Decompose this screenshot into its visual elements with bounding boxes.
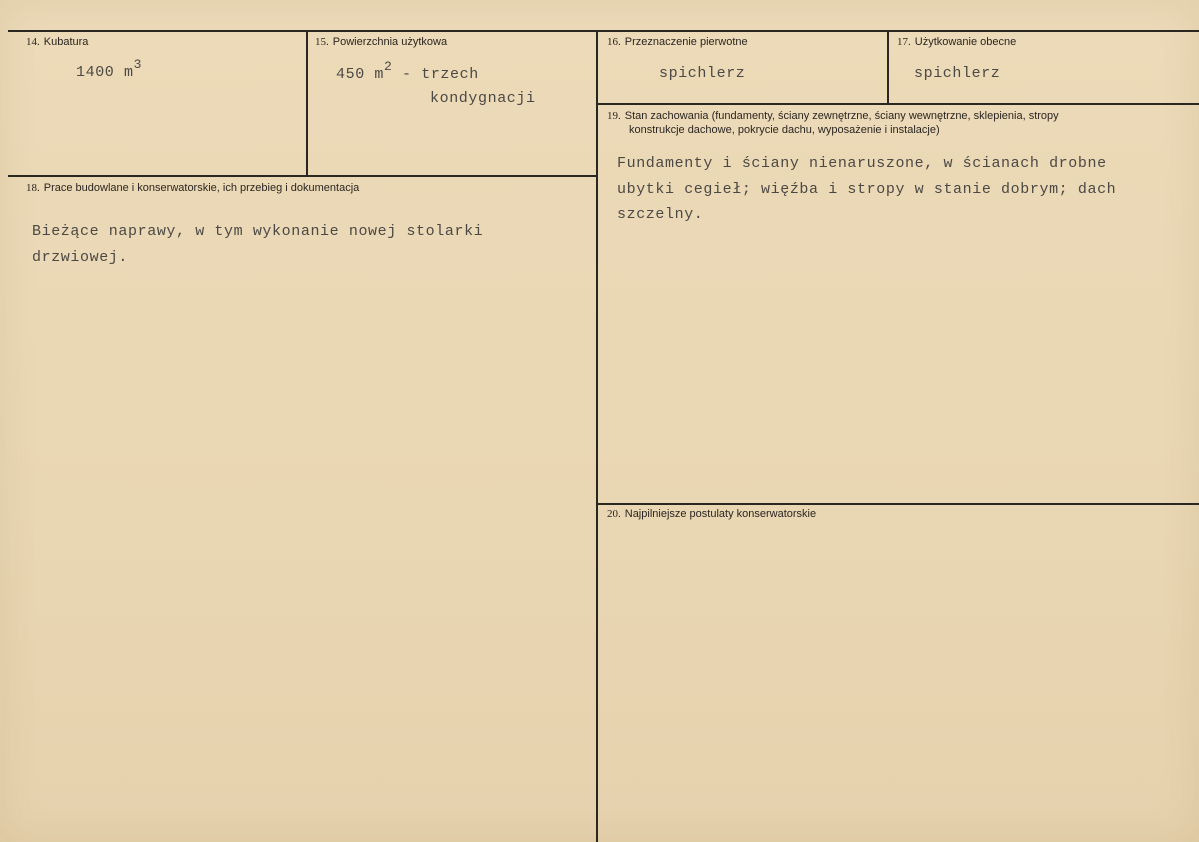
top-rule (8, 30, 1199, 32)
field-18-text-line-1: Bieżące naprawy, w tym wykonanie nowej stolarki (32, 223, 484, 240)
field-18-label (26, 182, 359, 194)
field-16-value: spichlerz (659, 65, 746, 82)
field-19-text-line-1: Fundamenty i ściany nienaruszone, w ścianach drobne (617, 155, 1107, 172)
field-19-label-line-1 (607, 110, 1059, 122)
field-15-label (315, 36, 447, 48)
field-15-value-rest: - trzech (392, 66, 479, 83)
field-19-number: 19. (607, 110, 621, 122)
field-17-label (897, 36, 1016, 48)
field-19-text-line-3: szczelny. (617, 206, 704, 223)
field-15-value-area: 450 m (336, 66, 385, 83)
field-19-label-text-1: Stan zachowania (fundamenty, ściany zewnętrzne, ściany wewnętrzne, sklepienia, stropy (624, 110, 1059, 122)
field-20-number: 20. (607, 508, 621, 520)
field-14-unit-exponent: 3 (133, 57, 143, 72)
field-14-number: 14. (26, 36, 40, 48)
rule-above-20 (597, 503, 1199, 505)
divider-16-17 (887, 31, 889, 103)
field-16-label-text: Przeznaczenie pierwotne (624, 36, 748, 48)
field-19-label-line-2: konstrukcje dachowe, pokrycie dachu, wyposażenie i instalacje) (629, 124, 940, 136)
field-15-value-line2: kondygnacji (430, 90, 536, 107)
field-15-value-line1 (336, 59, 479, 83)
field-14-value (76, 57, 143, 81)
field-20-label (607, 508, 816, 520)
field-17-label-text: Użytkowanie obecne (914, 36, 1017, 48)
field-19-text-line-2: ubytki cegieł; więźba i stropy w stanie dobrym; dach (617, 181, 1117, 198)
field-14-value-text: 1400 m (76, 64, 134, 81)
field-16-number: 16. (607, 36, 621, 48)
field-20-label-text: Najpilniejsze postulaty konserwatorskie (624, 508, 817, 520)
divider-14-15 (306, 31, 308, 176)
field-18-label-text: Prace budowlane i konserwatorskie, ich przebieg i dokumentacja (43, 182, 360, 194)
rule-under-14-15 (8, 175, 597, 177)
field-15-unit-exponent: 2 (384, 59, 393, 74)
field-15-label-text: Powierzchnia użytkowa (332, 36, 448, 48)
field-17-value: spichlerz (914, 65, 1001, 82)
field-16-label (607, 36, 748, 48)
field-14-label (26, 36, 88, 48)
field-14-label-text: Kubatura (43, 36, 89, 48)
field-18-text-line-2: drzwiowej. (32, 249, 129, 266)
field-15-number: 15. (315, 36, 329, 48)
main-vertical-divider (596, 31, 598, 842)
field-17-number: 17. (897, 36, 911, 48)
rule-under-16-17 (597, 103, 1199, 105)
field-18-number: 18. (26, 182, 40, 194)
